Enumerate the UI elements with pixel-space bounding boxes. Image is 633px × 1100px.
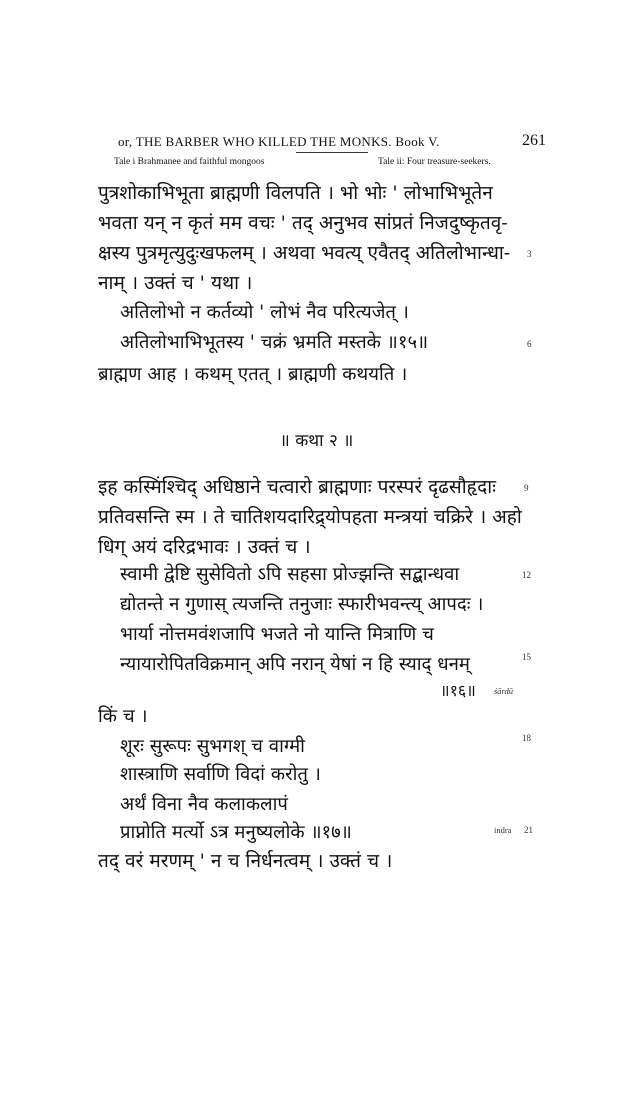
verse-line: न्यायारोपितविक्रमान् अपि नरान् येषां न हि स्याद् धनम्: [120, 654, 470, 675]
margin-line-number: 21: [524, 825, 533, 835]
verse-number: ॥१६॥: [440, 681, 476, 700]
prose-line: क्षस्य पुत्रमृत्युदुःखफलम् । अथवा भवत्य् एवैतद् अतिलोभान्धा-: [98, 242, 511, 264]
prose-line: नाम् । उक्तं च ' यथा ।: [98, 272, 253, 294]
prose-line: तद् वरं मरणम् ' न च निर्धनत्वम् । उक्तं च ।: [98, 850, 393, 872]
margin-line-number: 12: [522, 570, 531, 580]
prose-line: ब्राह्मण आह । कथम् एतत् । ब्राह्मणी कथयति ।: [98, 364, 408, 385]
tale-subheading-left: Tale i Brahmanee and faithful mongoos: [114, 157, 265, 167]
prose-line: किं च ।: [98, 706, 148, 727]
verse-line: भार्या नोत्तमवंशजापि भजते नो यान्ति मित्राणि च: [120, 624, 434, 645]
tale-subheading-right: Tale ii: Four treasure-seekers.: [378, 157, 491, 167]
margin-line-number: 18: [522, 733, 531, 743]
verse-line: प्राप्नोति मर्त्यो ऽत्र मनुष्यलोके ॥१७॥: [120, 822, 352, 843]
prose-line: धिग् अयं दरिद्रभावः । उक्तं च ।: [98, 536, 311, 558]
margin-line-number: 9: [524, 483, 529, 493]
header-rule: [296, 152, 368, 153]
running-header-title: or, THE BARBER WHO KILLED THE MONKS. Book V.: [118, 134, 440, 149]
verse-line: शूरः सुरूपः सुभगश् च वाग्मी: [120, 736, 305, 757]
prose-line: पुत्रशोकाभिभूता ब्राह्मणी विलपति । भो भोः ' लोभाभिभूतेन: [98, 182, 493, 204]
verse-line: अर्थं विना नैव कलाकलापं: [120, 794, 288, 815]
verse-line: अतिलोभो न कर्तव्यो ' लोभं नैव परित्यजेत् ।: [120, 302, 409, 323]
meter-note: indra: [494, 825, 512, 835]
section-heading: ॥ कथा २ ॥: [279, 431, 354, 451]
verse-line: अतिलोभाभिभूतस्य ' चक्रं भ्रमति मस्तके ॥१५॥: [120, 332, 429, 353]
margin-line-number: 6: [527, 339, 532, 349]
verse-line: द्योतन्ते न गुणास् त्यजन्ति तनुजाः स्फारीभवन्त्य् आपदः ।: [120, 594, 484, 615]
meter-note: śārdū: [494, 686, 514, 696]
verse-line: शास्त्राणि सर्वाणि विदां करोतु ।: [120, 764, 321, 785]
prose-line: भवता यन् न कृतं मम वचः ' तद् अनुभव सांप्रतं निजदुष्कृतवृ-: [98, 212, 508, 234]
prose-line: इह कस्मिंश्चिद् अधिष्ठाने चत्वारो ब्राह्मणाः परस्परं दृढसौहृदाः: [98, 476, 496, 498]
prose-line: प्रतिवसन्ति स्म । ते चातिशयदारिद्र्योपहता मन्त्रयां चक्रिरे । अहो: [98, 506, 522, 528]
margin-line-number: 15: [522, 652, 531, 662]
margin-line-number: 3: [527, 249, 532, 259]
verse-line: स्वामी द्वेष्टि सुसेवितो ऽपि सहसा प्रोज्झन्ति सद्बान्धवा: [120, 564, 460, 585]
page-number: 261: [522, 132, 546, 149]
